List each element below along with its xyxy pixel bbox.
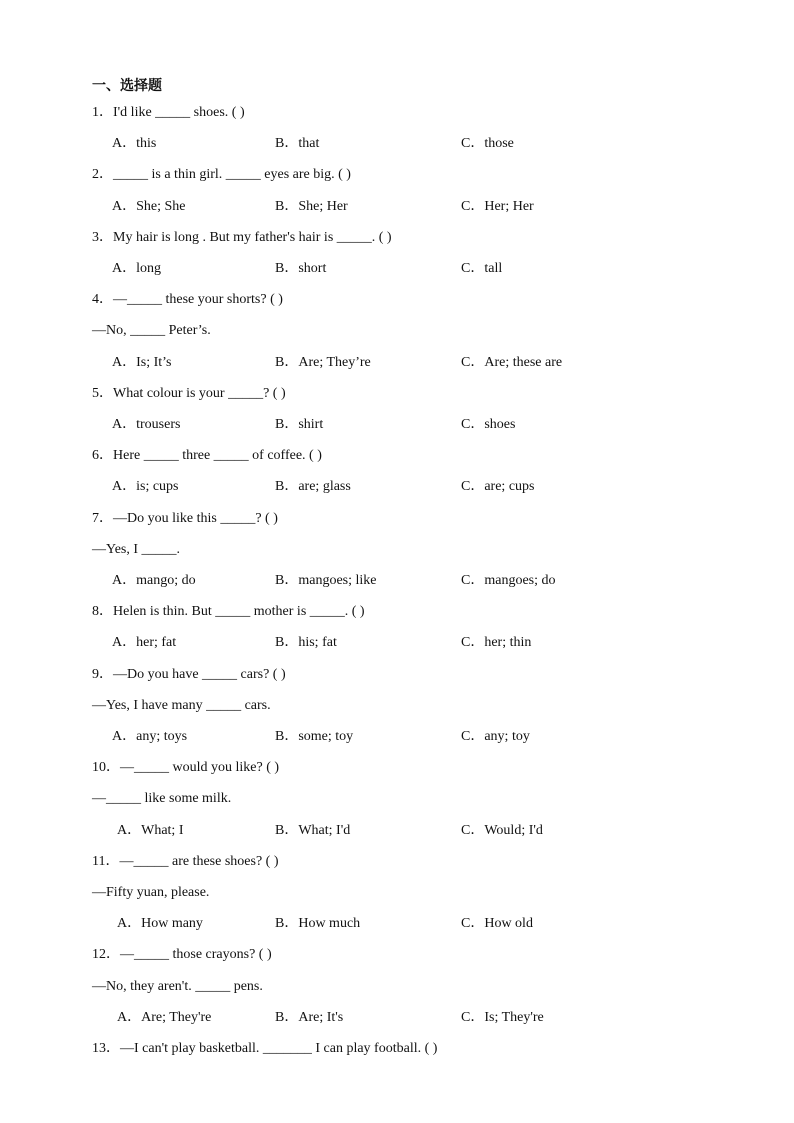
question-7-stem: 7．—Do you like this _____? ( ) (92, 511, 278, 526)
question-8-option-a[interactable]: A．her; fat (112, 635, 177, 650)
question-5-option-b[interactable]: B．shirt (275, 417, 324, 432)
question-9-option-a[interactable]: A．any; toys (112, 729, 188, 744)
question-11-option-a[interactable]: A．How many (117, 916, 203, 931)
question-8-stem: 8．Helen is thin. But _____ mother is _____. ( ) (92, 604, 365, 619)
question-11-stem: 11．—_____ are these shoes? ( ) (92, 854, 279, 869)
question-12-stem: 12．—_____ those crayons? ( ) (92, 947, 272, 962)
question-12-option-b[interactable]: B．Are; It's (275, 1010, 344, 1025)
question-6-option-b[interactable]: B．are; glass (275, 479, 351, 494)
question-7-reply: —Yes, I _____. (92, 542, 181, 557)
question-4-reply: —No, _____ Peter’s. (92, 323, 211, 338)
question-7-option-a[interactable]: A．mango; do (112, 573, 196, 588)
question-10-stem: 10．—_____ would you like? ( ) (92, 760, 280, 775)
question-4-stem: 4．—_____ these your shorts? ( ) (92, 292, 283, 307)
question-7-option-b[interactable]: B．mangoes; like (275, 573, 377, 588)
question-6-option-a[interactable]: A．is; cups (112, 479, 179, 494)
question-9-reply: —Yes, I have many _____ cars. (92, 698, 271, 713)
question-10-reply: —_____ like some milk. (92, 791, 232, 806)
question-8-option-c[interactable]: C．her; thin (461, 635, 532, 650)
question-6-stem: 6．Here _____ three _____ of coffee. ( ) (92, 448, 322, 463)
question-2-stem: 2．_____ is a thin girl. _____ eyes are big. ( ) (92, 167, 351, 182)
question-3-stem: 3．My hair is long . But my father's hair is _____. ( ) (92, 230, 392, 245)
question-5-stem: 5．What colour is your _____? ( ) (92, 386, 286, 401)
question-1-option-c[interactable]: C．those (461, 136, 514, 151)
question-2-option-a[interactable]: A．She; She (112, 199, 186, 214)
section-title: 一、选择题 (92, 78, 162, 94)
question-2-option-b[interactable]: B．She; Her (275, 199, 348, 214)
question-13-stem: 13．—I can't play basketball. _______ I can play football. ( ) (92, 1041, 438, 1056)
question-10-option-a[interactable]: A．What; I (117, 823, 184, 838)
question-1-option-a[interactable]: A．this (112, 136, 157, 151)
question-11-option-c[interactable]: C．How old (461, 916, 533, 931)
question-10-option-c[interactable]: C．Would; I'd (461, 823, 543, 838)
question-1-option-b[interactable]: B．that (275, 136, 320, 151)
question-3-option-c[interactable]: C．tall (461, 261, 503, 276)
question-12-option-a[interactable]: A．Are; They're (117, 1010, 212, 1025)
question-6-option-c[interactable]: C．are; cups (461, 479, 535, 494)
question-9-option-c[interactable]: C．any; toy (461, 729, 530, 744)
question-5-option-c[interactable]: C．shoes (461, 417, 516, 432)
question-2-option-c[interactable]: C．Her; Her (461, 199, 534, 214)
question-12-reply: —No, they aren't. _____ pens. (92, 979, 263, 994)
question-4-option-c[interactable]: C．Are; these are (461, 355, 563, 370)
question-9-stem: 9．—Do you have _____ cars? ( ) (92, 667, 286, 682)
question-1-stem: 1．I'd like _____ shoes. ( ) (92, 105, 245, 120)
question-9-option-b[interactable]: B．some; toy (275, 729, 354, 744)
question-8-option-b[interactable]: B．his; fat (275, 635, 337, 650)
question-5-option-a[interactable]: A．trousers (112, 417, 181, 432)
question-3-option-a[interactable]: A．long (112, 261, 161, 276)
question-11-option-b[interactable]: B．How much (275, 916, 361, 931)
question-3-option-b[interactable]: B．short (275, 261, 327, 276)
question-12-option-c[interactable]: C．Is; They're (461, 1010, 544, 1025)
question-7-option-c[interactable]: C．mangoes; do (461, 573, 556, 588)
question-4-option-b[interactable]: B．Are; They’re (275, 355, 371, 370)
question-4-option-a[interactable]: A．Is; It’s (112, 355, 172, 370)
question-10-option-b[interactable]: B．What; I'd (275, 823, 351, 838)
question-11-reply: —Fifty yuan, please. (92, 885, 210, 900)
